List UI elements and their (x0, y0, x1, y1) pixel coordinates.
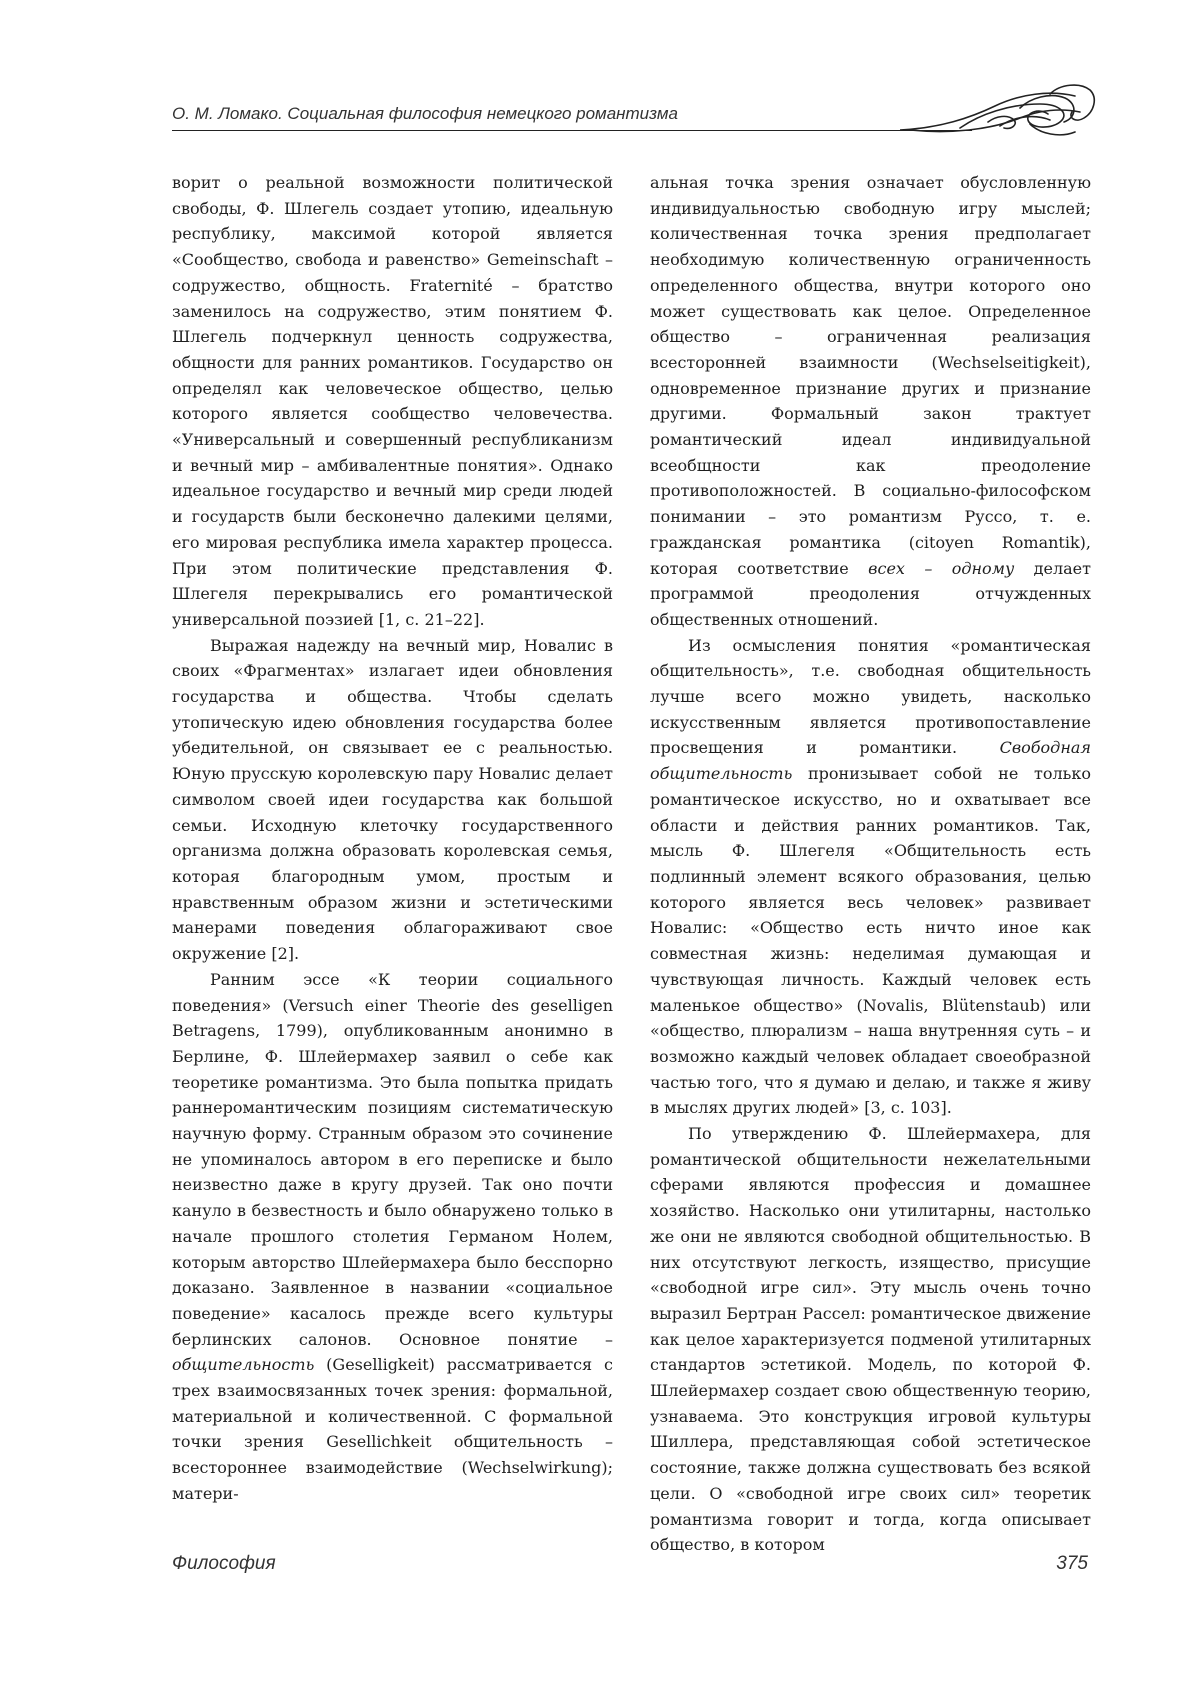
text-run: делает программой преодоления отчужденных общественных отношений. (650, 559, 1091, 629)
text-run: Ранним эссе «К теории социального поведения» (Versuch einer Theorie des geselligen Betragens, 1799), опубликованным анонимно в Берлине, Ф. Шлейермахер заявил о себе как теоретике романтизма. Это была попытка придать раннеромантическим позициям систематическую научную форму. Странным образом это сочинение не упоминалось автором в его переписке и было неизвестно даже в кругу друзей. Так оно почти кануло в безвестность и было обнаружено только в начале прошлого столетия Германом Нолем, которым авторство Шлейермахера было бесспорно доказано. Заявленное в названии «социальное поведение» касалось прежде всего культуры берлинских салонов. Основное понятие – (172, 970, 613, 1349)
paragraph: По утверждению Ф. Шлейермахера, для романтической общительности нежелательными сферами являются профессия и домашнее хозяйство. Насколько они утилитарны, настолько же они не являются свободной общительностью. В них отсутствуют легкость, изящество, присущие «свободной игре сил». Эту мысль очень точно выразил Бертран Рассел: романтическое движение как целое характеризуется подменой утилитарных стандартов эстетикой. Модель, по которой Ф. Шлейермахер создает свою общественную теорию, узнаваема. Это конструкция игровой культуры Шиллера, представляющая собой эстетическое состояние, также должна существовать без всякой цели. О «свободной игре своих сил» теоретик романтизма говорит и тогда, когда описывает общество, в котором (650, 1121, 1091, 1558)
header-rule (172, 130, 972, 131)
running-title: О. М. Ломако. Социальная философия немецкого романтизма (172, 104, 932, 124)
text-run: альная точка зрения означает обусловленную индивидуальностью свободную игру мыслей; количественная точка зрения предполагает необходимую количественную ограниченность определенного общества, внутри которого оно может существовать как целое. Определенное общество – ограниченная реализация всесторонней взаимности (Wechselseitigkeit), одновременное признание других и признание другими. Формальный закон трактует романтический идеал индивидуальной всеобщности как преодоление противоположностей. В социально-философском понимании – это романтизм Руссо, т. е. гражданская романтика (citoyen Romantik), которая соответствие (650, 173, 1091, 578)
right-column (650, 170, 1091, 1558)
paragraph (172, 967, 613, 1507)
emphasis-term: всех – одному (868, 559, 1014, 578)
paragraph: ворит о реальной возможности политической свободы, Ф. Шлегель создает утопию, идеальную республику, максимой которой является «Сообщество, свобода и равенство» Gemeinschaft – содружество, общность. Fraternité – братство заменилось на содружество, этим понятием Ф. Шлегель подчеркнул ценность содружества, общности для ранних романтиков. Государство он определял как человеческое общество, целью которого является сообщество человечества. «Универсальный и совершенный республиканизм и вечный мир – амбивалентные понятия». Однако идеальное государство и вечный мир среди людей и государств были бесконечно далекими целями, его мировая республика имела характер процесса. При этом политические представления Ф. Шлегеля перекрывались его романтической универсальной поэзией [1, с. 21–22]. (172, 170, 613, 633)
decorative-ornament-icon (900, 78, 1100, 148)
paragraph (650, 633, 1091, 1121)
emphasis-term: общительность (172, 1355, 314, 1374)
text-run: (Geselligkeit) рассматривается с трех взаимосвязанных точек зрения: формальной, материальной и количественной. С формальной точки зрения Gesellichkeit общительность – всестороннее взаимодействие (Wechselwirkung); матери- (172, 1355, 613, 1503)
paragraph (650, 170, 1091, 633)
emphasis-term: Свободная общительность (650, 738, 1091, 783)
footer-section-label: Философия (172, 1553, 276, 1575)
text-run: пронизывает собой не только романтическое искусство, но и охватывает все области и действия ранних романтиков. Так, мысль Ф. Шлегеля «Общительность есть подлинный элемент всякого образования, целью которого является весь человек» развивает Новалис: «Общество есть ничто иное как совместная жизнь: неделимая думающая и чувствующая личность. Каждый человек есть маленькое общество» (Novalis, Blütenstaub) или «общество, плюрализм – наша внутренняя суть – и возможно каждый человек обладает своеобразной частью того, что я думаю и делаю, и также я живу в мыслях других людей» [3, с. 103]. (650, 764, 1091, 1117)
paragraph: Выражая надежду на вечный мир, Новалис в своих «Фрагментах» излагает идеи обновления государства и общества. Чтобы сделать утопическую идею обновления государства более убедительной, он связывает ее с реальностью. Юную прусскую королевскую пару Новалис делает символом своей идеи государства как большой семьи. Исходную клеточку государственного организма должна образовать королевская семья, которая благородным умом, простым и нравственным образом жизни и эстетическими манерами поведения облагораживают свое окружение [2]. (172, 633, 613, 967)
page-number: 375 (1056, 1553, 1088, 1575)
left-column (172, 170, 613, 1507)
text-run: Из осмысления понятия «романтическая общительность», т.е. свободная общительность лучше всего можно увидеть, насколько искусственным является противопоставление просвещения и романтики. (650, 636, 1091, 758)
